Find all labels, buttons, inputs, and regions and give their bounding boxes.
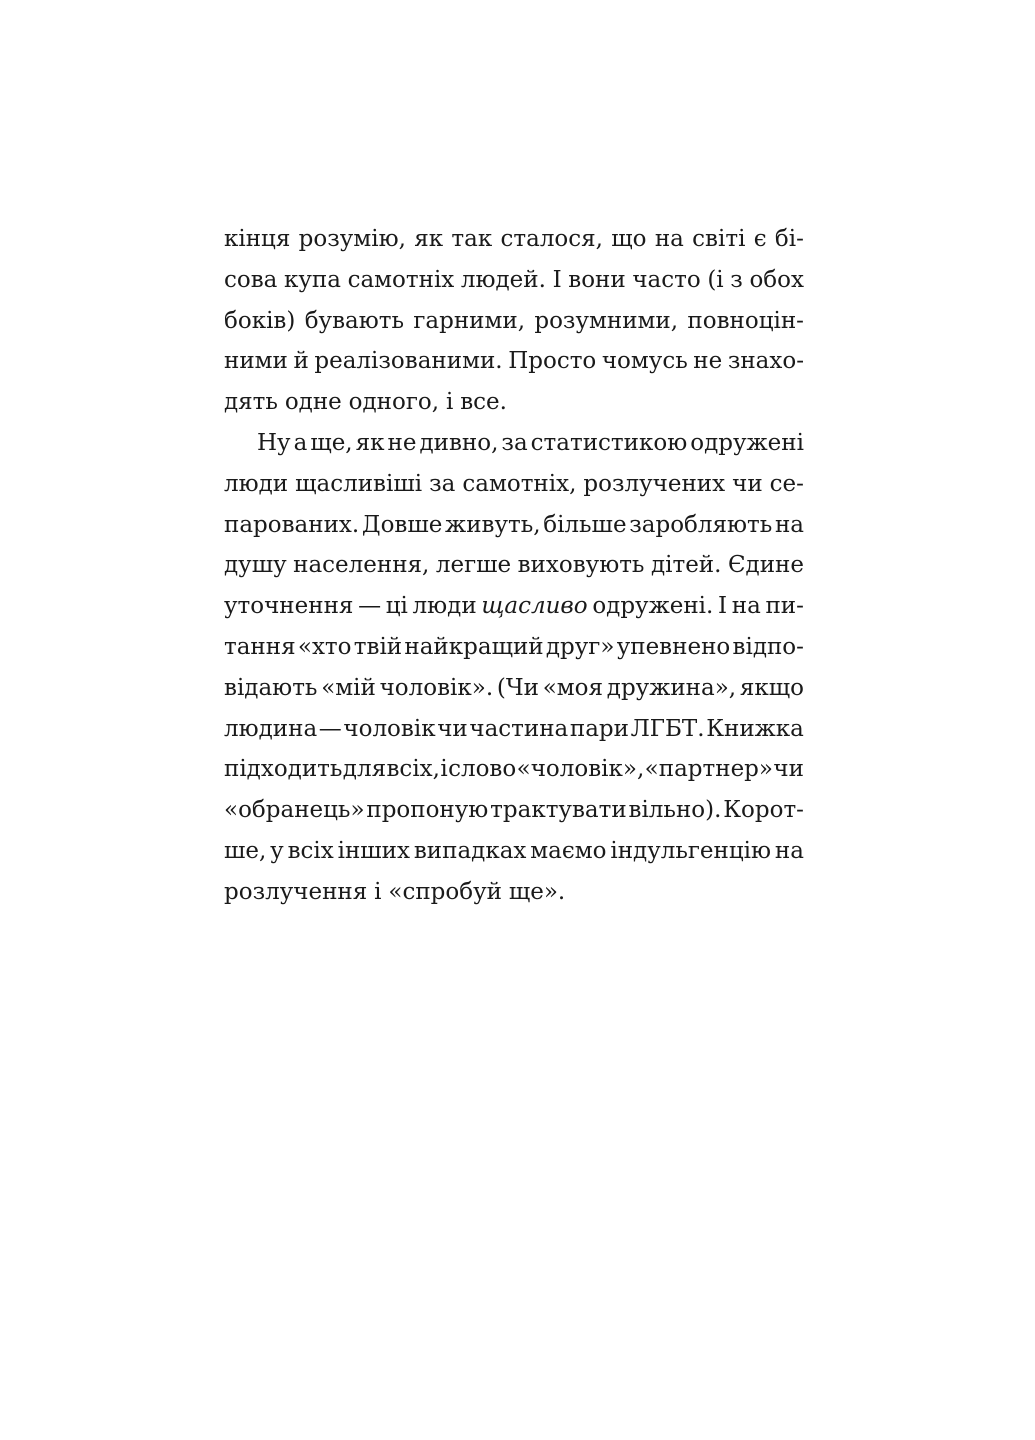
paragraph [224, 219, 804, 423]
text-line: тання «хто твій найкращий друг» упевнено відпо- [224, 633, 804, 660]
text-line: ними й реалізованими. Просто чомусь не знахо- [224, 348, 804, 375]
text-line: «обранець» пропоную трактувати вільно). Корот- [224, 797, 804, 824]
text-line: боків) бувають гарними, розумними, повноцін- [224, 307, 804, 334]
body-text [224, 219, 804, 913]
text-line: парованих. Довше живуть, більше заробляють на [224, 511, 804, 538]
text-line: відають «мій чоловік». (Чи «моя дружина», якщо [224, 674, 804, 701]
text-line: сова купа самотніх людей. І вони часто (і з обох [224, 266, 804, 293]
text-line: душу населення, легше виховують дітей. Єдине [224, 552, 804, 579]
text-line: людина — чоловік чи частина пари ЛГБТ. Книжка [224, 715, 804, 742]
text-line: уточнення — ці люди щасливо одружені. І на пи- [224, 593, 804, 620]
text-line: кінця розумію, як так сталося, що на світі є бі- [224, 226, 804, 252]
text-line: дять одне одного, і все. [224, 389, 507, 416]
text-line: розлучення і «спробуй ще». [224, 878, 566, 905]
text-line: підходить для всіх, і слово «чоловік», «партнер» чи [224, 756, 804, 783]
text-line: ше, у всіх інших випадках маємо індульгенцію на [224, 837, 804, 864]
text-line: Ну а ще, як не дивно, за статистикою одружені [257, 429, 804, 456]
paragraph [224, 423, 804, 913]
text-line: люди щасливіші за самотніх, розлучених чи се- [224, 470, 804, 497]
